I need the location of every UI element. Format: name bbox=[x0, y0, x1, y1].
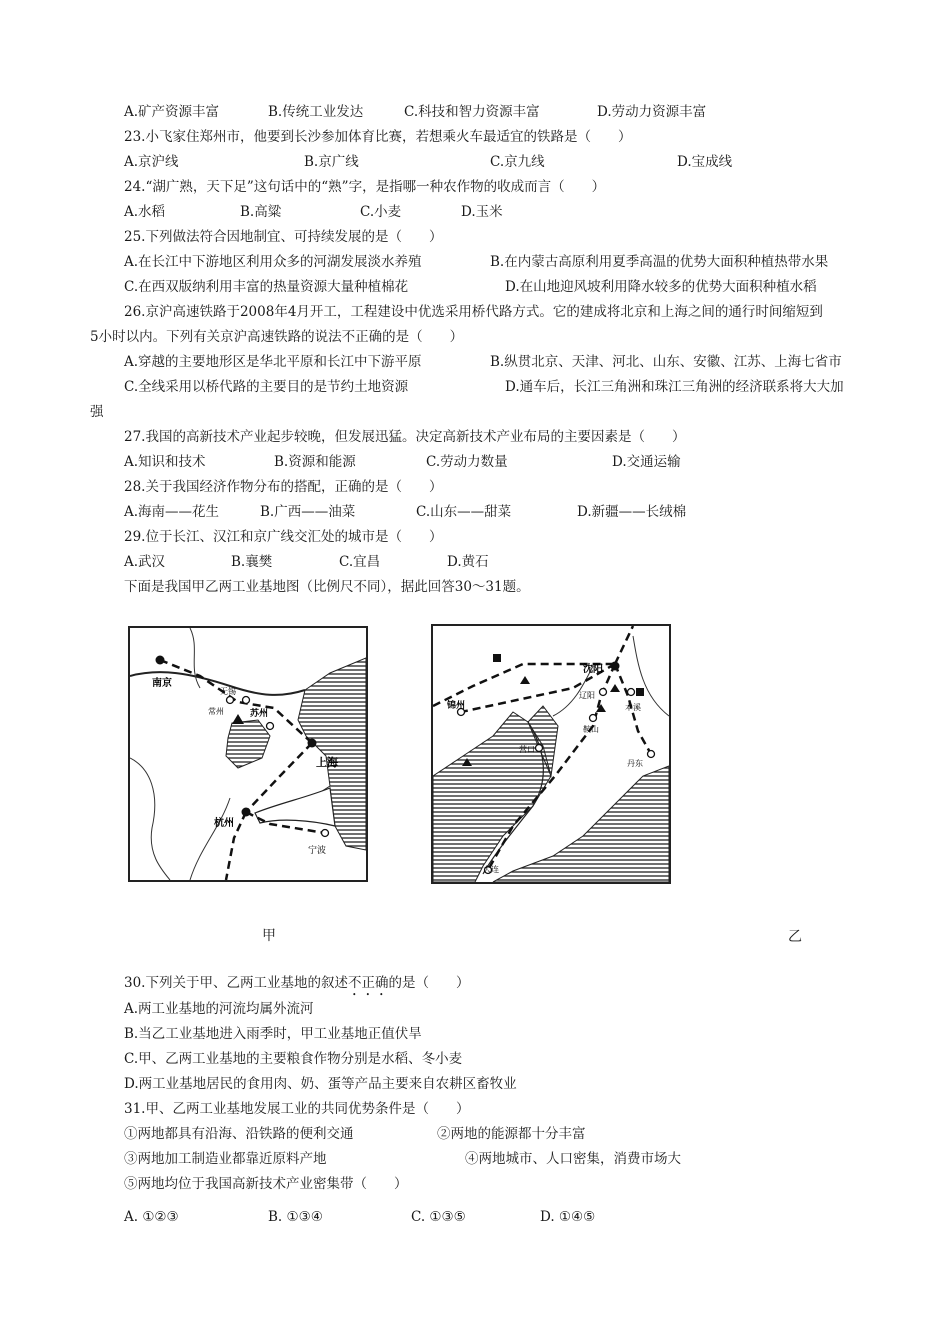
q22-option-b: B.传统工业发达 bbox=[268, 104, 364, 120]
q31-statement-4: ④两地城市、人口密集，消费市场大 bbox=[465, 1151, 681, 1167]
maps-intro: 下面是我国甲乙两工业基地图（比例尺不同），据此回答30～31题。 bbox=[124, 579, 530, 595]
label-changzhou: 常州 bbox=[208, 707, 224, 716]
label-jinzhou: 锦州 bbox=[447, 701, 466, 711]
q30-option-d: D.两工业基地居民的食用肉、奶、蛋等产品主要来自农耕区畜牧业 bbox=[124, 1076, 517, 1092]
q29-option-c: C.宜昌 bbox=[339, 554, 381, 570]
q28-stem: 28.关于我国经济作物分布的搭配，正确的是（ ） bbox=[124, 479, 443, 495]
label-dandong: 丹东 bbox=[627, 759, 643, 768]
q23-option-a: A.京沪线 bbox=[124, 154, 179, 170]
q30-option-b: B.当乙工业基地进入雨季时，甲工业基地正值伏旱 bbox=[124, 1026, 422, 1042]
q29-option-a: A.武汉 bbox=[124, 554, 166, 570]
q27-option-a: A.知识和技术 bbox=[124, 454, 206, 470]
q31-statement-5: ⑤两地均位于我国高新技术产业密集带（ ） bbox=[124, 1176, 408, 1192]
q31-option-b: B. ①③④ bbox=[268, 1209, 323, 1225]
q25-option-c: C.在西双版纳利用丰富的热量资源大量种植棉花 bbox=[124, 279, 409, 295]
q30-stem-emphasis: 不正确 bbox=[347, 975, 389, 991]
label-hangzhou: 杭州 bbox=[214, 818, 234, 829]
q23-option-b: B.京广线 bbox=[304, 154, 359, 170]
q31-option-a: A. ①②③ bbox=[124, 1209, 179, 1225]
q22-option-a: A.矿产资源丰富 bbox=[124, 104, 220, 120]
map-yi-caption: 乙 bbox=[788, 929, 802, 945]
taihu-lake bbox=[226, 720, 270, 768]
q31-statement-2: ②两地的能源都十分丰富 bbox=[437, 1126, 586, 1142]
label-ningbo: 宁波 bbox=[308, 846, 327, 856]
q30-option-c: C.甲、乙两工业基地的主要粮食作物分别是水稻、冬小麦 bbox=[124, 1051, 463, 1067]
q22-option-c: C.科技和智力资源丰富 bbox=[404, 104, 540, 120]
q28-option-d: D.新疆——长绒棉 bbox=[577, 504, 687, 520]
q28-option-c: C.山东——甜菜 bbox=[416, 504, 512, 520]
label-anshan: 鞍山 bbox=[583, 725, 599, 734]
q30-stem-post: 的是（ ） bbox=[388, 975, 470, 991]
q26-stem-line1: 26.京沪高速铁路于2008年4月开工，工程建设中优选采用桥代路方式。它的建成将北京和上海之间的通行时间缩短到 bbox=[124, 304, 823, 320]
map-jia-caption: 甲 bbox=[262, 928, 276, 944]
q31-option-d: D. ①④⑤ bbox=[540, 1209, 596, 1225]
map-yi bbox=[431, 624, 671, 884]
q24-option-b: B.高粱 bbox=[240, 204, 282, 220]
q26-option-d-cont: 强 bbox=[90, 404, 104, 420]
q26-option-a: A.穿越的主要地形区是华北平原和长江中下游平原 bbox=[124, 354, 422, 370]
hangzhou-bay bbox=[255, 788, 335, 826]
label-benxi: 本溪 bbox=[625, 703, 641, 712]
label-suzhou: 苏州 bbox=[250, 709, 269, 719]
q24-option-c: C.小麦 bbox=[360, 204, 402, 220]
bohai-sea bbox=[433, 712, 551, 882]
label-shanghai: 上海 bbox=[316, 756, 338, 769]
q23-option-c: C.京九线 bbox=[490, 154, 545, 170]
q25-option-d: D.在山地迎风坡利用降水较多的优势大面积种植水稻 bbox=[505, 279, 817, 295]
q31-statement-3: ③两地加工制造业都靠近原料产地 bbox=[124, 1151, 327, 1167]
q24-option-a: A.水稻 bbox=[124, 204, 166, 220]
q26-stem-line2: 5小时以内。下列有关京沪高速铁路的说法不正确的是（ ） bbox=[90, 329, 464, 345]
label-nanjing: 南京 bbox=[152, 678, 172, 689]
q30-option-a: A.两工业基地的河流均属外流河 bbox=[124, 1001, 314, 1017]
q25-option-b: B.在内蒙古高原利用夏季高温的优势大面积种植热带水果 bbox=[490, 254, 829, 270]
q31-option-c: C. ①③⑤ bbox=[411, 1209, 466, 1225]
q29-option-b: B.襄樊 bbox=[231, 554, 273, 570]
q27-stem: 27.我国的高新技术产业起步较晚，但发展迅猛。决定高新技术产业布局的主要因素是（ ） bbox=[124, 429, 686, 445]
q24-option-d: D.玉米 bbox=[461, 204, 503, 220]
label-dalian: 大连 bbox=[483, 865, 499, 874]
q30-stem bbox=[124, 974, 469, 999]
q22-option-d: D.劳动力资源丰富 bbox=[597, 104, 707, 120]
label-shenyang: 沈阳 bbox=[583, 664, 603, 675]
q30-stem-pre: 30.下列关于甲、乙两工业基地的叙述 bbox=[124, 975, 348, 991]
q25-option-a: A.在长江中下游地区利用众多的河湖发展淡水养殖 bbox=[124, 254, 422, 270]
q25-stem: 25.下列做法符合因地制宜、可持续发展的是（ ） bbox=[124, 229, 443, 245]
map-yi-drawing bbox=[433, 626, 669, 882]
q27-option-b: B.资源和能源 bbox=[274, 454, 356, 470]
label-liaoyang: 辽阳 bbox=[579, 691, 595, 700]
q27-option-d: D.交通运输 bbox=[612, 454, 681, 470]
q28-option-b: B.广西——油菜 bbox=[260, 504, 356, 520]
q26-option-d: D.通车后，长江三角洲和珠江三角洲的经济联系将大大加 bbox=[505, 379, 844, 395]
map-jia-drawing bbox=[130, 628, 366, 880]
q24-stem: 24.“湖广熟，天下足”这句话中的“熟”字，是指哪一种农作物的收成而言（ ） bbox=[124, 179, 606, 195]
q27-option-c: C.劳动力数量 bbox=[426, 454, 508, 470]
q23-stem: 23.小飞家住郑州市，他要到长沙参加体育比赛，若想乘火车最适宜的铁路是（ ） bbox=[124, 129, 632, 145]
label-wuxi: 无锡 bbox=[220, 687, 236, 696]
q23-option-d: D.宝成线 bbox=[677, 154, 733, 170]
q31-stem: 31.甲、乙两工业基地发展工业的共同优势条件是（ ） bbox=[124, 1101, 470, 1117]
q26-option-b: B.纵贯北京、天津、河北、山东、安徽、江苏、上海七省市 bbox=[490, 354, 842, 370]
q31-statement-1: ①两地都具有沿海、沿铁路的便利交通 bbox=[124, 1126, 354, 1142]
label-yingkou: 营口 bbox=[519, 745, 535, 754]
q29-stem: 29.位于长江、汉江和京广线交汇处的城市是（ ） bbox=[124, 529, 443, 545]
q29-option-d: D.黄石 bbox=[447, 554, 489, 570]
q28-option-a: A.海南——花生 bbox=[124, 504, 220, 520]
q26-option-c: C.全线采用以桥代路的主要目的是节约土地资源 bbox=[124, 379, 409, 395]
map-jia bbox=[128, 626, 368, 882]
